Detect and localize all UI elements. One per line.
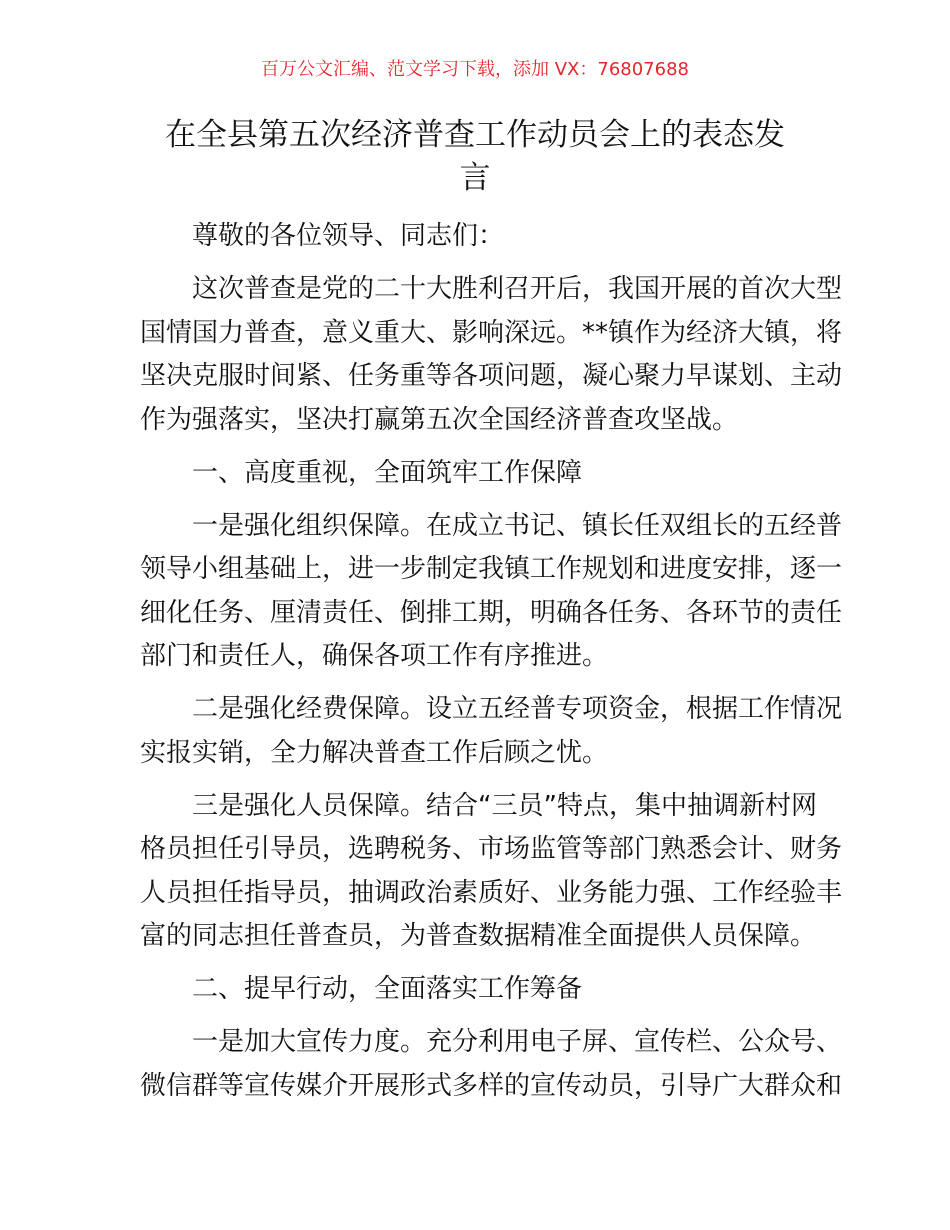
document-body <box>140 215 843 1118</box>
salutation <box>140 215 810 259</box>
text-line: 尊敬的各位领导、同志们： <box>192 221 505 251</box>
paragraph <box>140 268 843 442</box>
section-heading <box>140 968 810 1012</box>
text-line: 富的同志担任普查员，为普查数据精准全面提供人员保障。 <box>140 921 817 951</box>
paragraph <box>140 785 843 959</box>
text-line: 领导小组基础上，进一步制定我镇工作规划和进度安排，逐一 <box>140 554 843 584</box>
text-line: 国情国力普查，意义重大、影响深远。**镇作为经济大镇，将 <box>140 317 843 348</box>
text-line: 二是强化经费保障。设立五经普专项资金，根据工作情况 <box>192 694 843 724</box>
text-line: 这次普查是党的二十大胜利召开后，我国开展的首次大型 <box>192 274 843 304</box>
text-line: 作为强落实，坚决打赢第五次全国经济普查攻坚战。 <box>140 404 739 435</box>
text-line: 坚决克服时间紧、任务重等各项问题，凝心聚力早谋划、主动 <box>140 361 843 391</box>
paragraph <box>140 505 843 679</box>
text-line: 三是强化人员保障。结合“三员”特点，集中抽调新村网 <box>192 790 817 821</box>
text-line: 部门和责任人，确保各项工作有序推进。 <box>140 641 609 671</box>
text-line: 一是加大宣传力度。充分利用电子屏、宣传栏、公众号、 <box>192 1027 843 1057</box>
text-line: 微信群等宣传媒介开展形式多样的宣传动员，引导广大群众和 <box>140 1070 843 1101</box>
text-line: 人员担任指导员，抽调政治素质好、业务能力强、工作经验丰 <box>140 877 843 908</box>
text-line: 一是强化组织保障。在成立书记、镇长任双组长的五经普 <box>192 510 843 541</box>
text-line: 格员担任引导员，选聘税务、市场监管等部门熟悉会计、财务 <box>140 834 843 864</box>
text-line: 细化任务、厘清责任、倒排工期，明确各任务、各环节的责任 <box>140 597 843 628</box>
title-line: 在全县第五次经济普查工作动员会上的表态发 <box>165 117 785 153</box>
watermark-banner: 百万公文汇编、范文学习下载，添加 VX：76807688 <box>261 59 689 80</box>
section-heading <box>140 452 810 496</box>
text-line: 一、高度重视，全面筑牢工作保障 <box>192 457 583 488</box>
text-line: 实报实销，全力解决普查工作后顾之忧。 <box>140 737 609 768</box>
paragraph <box>140 688 843 775</box>
document-title <box>140 114 810 200</box>
title-line: 言 <box>459 160 491 196</box>
paragraph <box>140 1021 843 1108</box>
text-line: 二、提早行动，全面落实工作筹备 <box>192 974 583 1004</box>
